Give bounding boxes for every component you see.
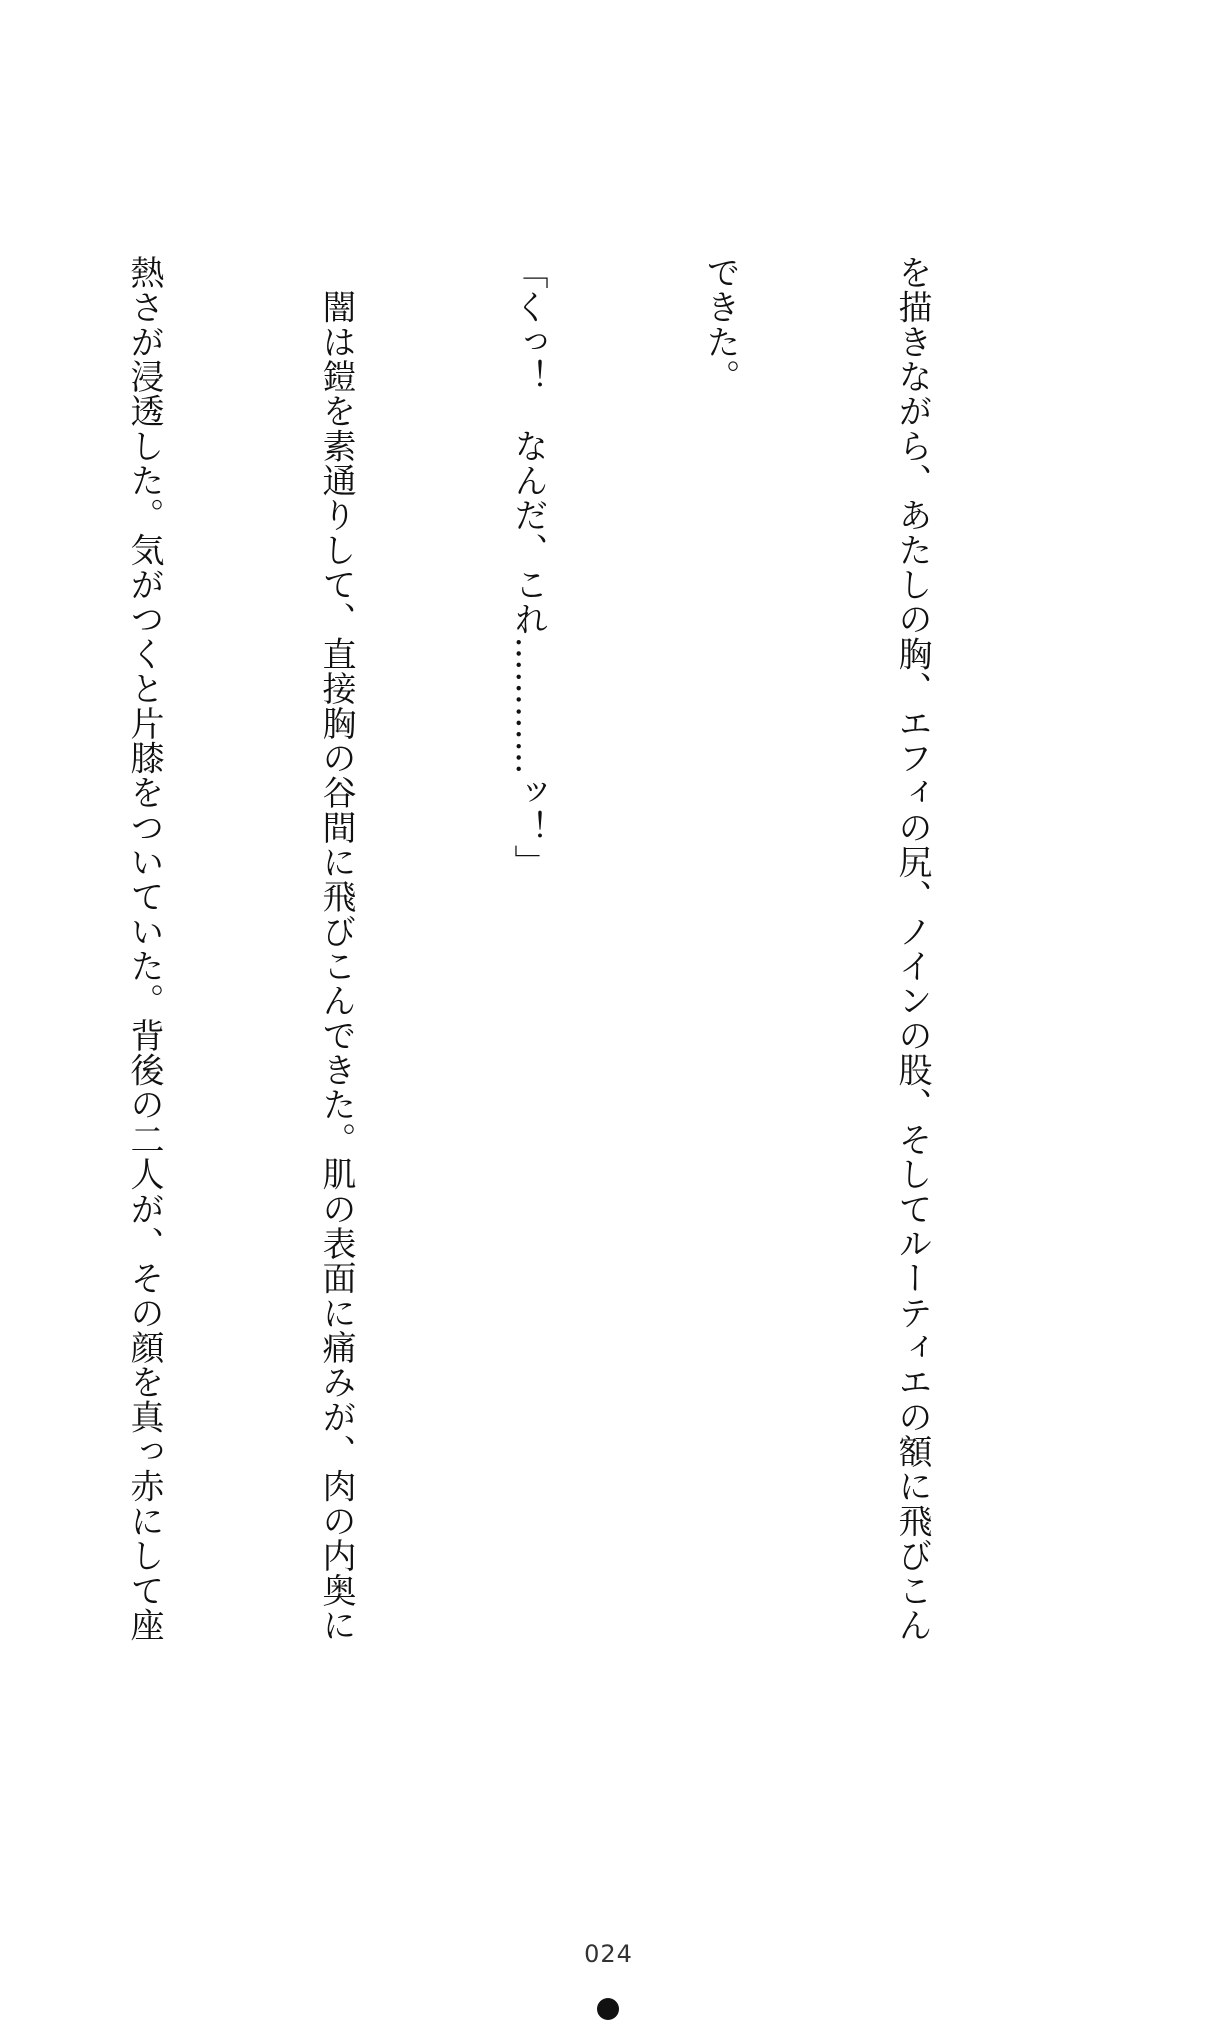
- page-marker-dot: [597, 1998, 619, 2020]
- text-line: 闇は鎧を素通りして、直接胸の谷間に飛びこんできた。肌の表面に痛みが、肉の内奥に: [316, 255, 356, 1643]
- text-line: 熱さが浸透した。気がつくと片膝をついていた。背後の二人が、その顔を真っ赤にして座: [124, 255, 164, 1643]
- text-line: 「くっ！ なんだ、これ…………ッ！」: [508, 255, 548, 880]
- text-line: を描きながら、あたしの胸、エフィの尻、ノインの股、そしてルーティエの額に飛びこん: [892, 255, 932, 1643]
- page-number: 024: [584, 1940, 633, 1968]
- vertical-body-text: [0, 255, 1072, 1795]
- text-line: できた。: [700, 255, 740, 394]
